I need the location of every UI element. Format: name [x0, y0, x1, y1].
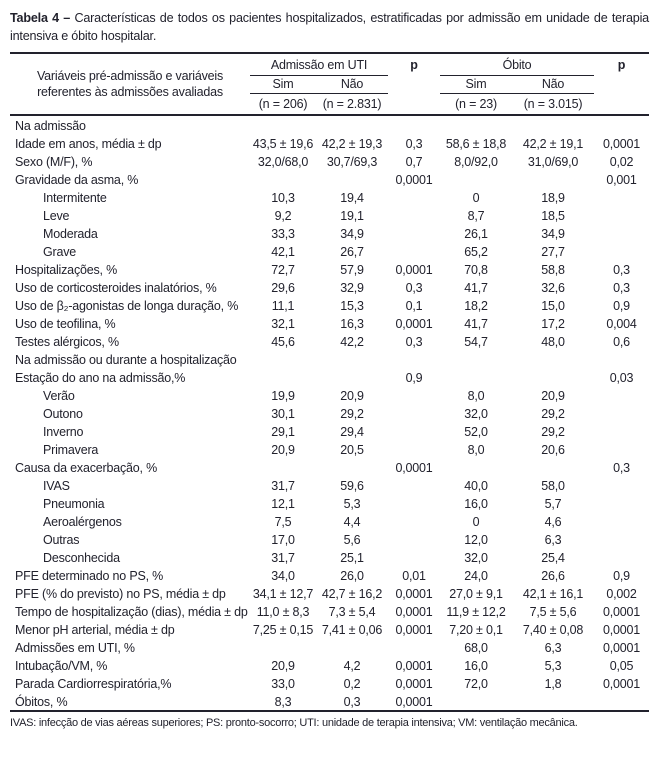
value-cell	[316, 458, 388, 476]
row-label: Causa da exacerbação, %	[15, 461, 158, 475]
p-value-cell	[388, 242, 440, 260]
p-value-cell: 0,0001	[395, 587, 433, 601]
p-value-cell: 0,7	[405, 155, 423, 169]
value-cell: 15,3	[340, 299, 364, 313]
table-body	[10, 115, 649, 711]
value-cell: 20,5	[340, 443, 364, 457]
value-cell: 31,7	[271, 479, 295, 493]
value-cell	[440, 692, 512, 711]
row-label: Hospitalizações, %	[15, 263, 118, 277]
value-cell: 68,0	[464, 641, 488, 655]
table-row	[10, 260, 649, 278]
p-value-cell	[594, 440, 649, 458]
value-cell: 5,3	[343, 497, 361, 511]
p-value-cell: 0,0001	[395, 695, 433, 709]
value-cell: 30,1	[271, 407, 295, 421]
value-cell: 18,9	[541, 191, 565, 205]
row-label: Gravidade da asma, %	[15, 173, 139, 187]
value-cell	[250, 115, 316, 134]
p-value-cell	[388, 115, 440, 134]
table-row	[10, 368, 649, 386]
value-cell: 32,6	[541, 281, 565, 295]
p-value-cell	[388, 476, 440, 494]
p-value-cell: 0,0001	[602, 677, 641, 691]
table-row	[10, 314, 649, 332]
table-row	[10, 296, 649, 314]
p-value-cell: 0,3	[405, 335, 423, 349]
row-label: Uso de teofilina, %	[15, 317, 116, 331]
obito-sim-n: (n = 23)	[440, 93, 512, 115]
p-value-cell	[388, 386, 440, 404]
p-value-cell	[594, 512, 649, 530]
value-cell: 45,6	[271, 335, 295, 349]
value-cell	[316, 638, 388, 656]
p-value-cell: 0,0001	[395, 461, 433, 475]
table-row	[10, 458, 649, 476]
value-cell: 11,0 ± 8,3	[256, 605, 310, 619]
value-cell: 42,1 ± 16,1	[522, 587, 584, 601]
value-cell	[512, 692, 594, 711]
row-label: Inverno	[43, 425, 84, 439]
value-cell: 6,3	[544, 533, 562, 547]
uti-sim-header: Sim	[250, 75, 316, 93]
value-cell: 41,7	[464, 281, 488, 295]
p-value-cell	[594, 692, 649, 711]
value-cell	[316, 115, 388, 134]
p-value-cell: 0,6	[613, 335, 630, 349]
row-label: Óbitos, %	[15, 695, 68, 709]
value-cell	[250, 350, 316, 368]
value-cell: 29,2	[340, 407, 364, 421]
row-label: Verão	[43, 389, 75, 403]
p-value-cell: 0,3	[613, 281, 630, 295]
value-cell	[512, 458, 594, 476]
p-value-cell: 0,0001	[395, 623, 433, 637]
value-cell: 58,6 ± 18,8	[445, 137, 507, 151]
p-value-cell: 0,0001	[395, 605, 433, 619]
obito-nao-n: (n = 3.015)	[512, 93, 594, 115]
value-cell: 25,4	[541, 551, 565, 565]
table-row	[10, 134, 649, 152]
value-cell: 9,2	[274, 209, 292, 223]
p-value-cell	[594, 206, 649, 224]
value-cell: 20,9	[271, 659, 295, 673]
table-row	[10, 584, 649, 602]
p-value-cell: 0,01	[402, 569, 426, 583]
value-cell: 34,0	[271, 569, 295, 583]
obito-group-header: Óbito	[440, 53, 594, 75]
p-value-cell: 0,9	[613, 569, 630, 583]
value-cell: 7,41 ± 0,06	[321, 623, 383, 637]
value-cell: 0,3	[343, 695, 361, 709]
table-row	[10, 332, 649, 350]
value-cell: 29,2	[541, 407, 565, 421]
row-label: Outras	[43, 533, 80, 547]
p-value-cell: 0,002	[606, 587, 637, 601]
value-cell: 29,4	[340, 425, 364, 439]
patients-characteristics-table	[10, 52, 649, 712]
value-cell: 25,1	[340, 551, 364, 565]
value-cell: 20,6	[541, 443, 565, 457]
value-cell: 16,0	[464, 497, 488, 511]
value-cell: 16,0	[464, 659, 488, 673]
table-row	[10, 656, 649, 674]
value-cell: 4,6	[544, 515, 562, 529]
table-row	[10, 206, 649, 224]
value-cell: 30,7/69,3	[326, 155, 378, 169]
uti-sim-n: (n = 206)	[250, 93, 316, 115]
row-label: Aeroalérgenos	[43, 515, 122, 529]
row-label: Uso de β₂-agonistas de longa duração, %	[15, 299, 239, 313]
row-label: PFE (% do previsto) no PS, média ± dp	[15, 587, 226, 601]
value-cell: 34,9	[340, 227, 364, 241]
value-cell: 20,9	[340, 389, 364, 403]
value-cell: 26,1	[464, 227, 488, 241]
value-cell: 70,8	[464, 263, 488, 277]
value-cell	[512, 350, 594, 368]
p-value-cell	[388, 512, 440, 530]
value-cell: 26,7	[340, 245, 364, 259]
value-cell: 19,4	[340, 191, 364, 205]
table-row	[10, 638, 649, 656]
value-cell: 17,2	[541, 317, 565, 331]
value-cell: 42,7 ± 16,2	[321, 587, 383, 601]
value-cell: 40,0	[464, 479, 488, 493]
row-label: Pneumonia	[43, 497, 105, 511]
value-cell	[440, 368, 512, 386]
value-cell: 10,3	[271, 191, 295, 205]
value-cell: 7,5	[274, 515, 292, 529]
p-value-cell	[594, 476, 649, 494]
value-cell: 7,20 ± 0,1	[449, 623, 503, 637]
p-value-cell	[594, 386, 649, 404]
p-value-cell: 0,0001	[602, 623, 641, 637]
p-value-cell	[388, 422, 440, 440]
p-value-cell: 0,02	[609, 155, 634, 169]
value-cell: 52,0	[464, 425, 488, 439]
value-cell: 19,9	[271, 389, 295, 403]
table-row	[10, 422, 649, 440]
table-row	[10, 170, 649, 188]
value-cell: 20,9	[541, 389, 565, 403]
p-value-cell: 0,9	[405, 371, 423, 385]
p-value-cell: 0,0001	[395, 173, 433, 187]
value-cell	[250, 368, 316, 386]
table-row	[10, 620, 649, 638]
value-cell: 32,0/68,0	[257, 155, 309, 169]
obito-nao-header: Não	[512, 75, 594, 93]
p-value-cell	[388, 548, 440, 566]
value-cell: 27,7	[541, 245, 565, 259]
obito-sim-header: Sim	[440, 75, 512, 93]
p-value-cell	[388, 350, 440, 368]
value-cell: 27,0 ± 9,1	[449, 587, 503, 601]
value-cell: 58,8	[541, 263, 565, 277]
p-value-cell	[594, 548, 649, 566]
table-caption-body: Características de todos os pacientes hospitalizados, estratificadas por admissão em unidade de terapia intensiva e óbito hospitalar.	[10, 11, 649, 43]
p-value-cell: 0,0001	[395, 659, 433, 673]
value-cell	[250, 170, 316, 188]
table-row	[10, 242, 649, 260]
value-cell: 57,9	[340, 263, 364, 277]
row-label: Admissões em UTI, %	[15, 641, 135, 655]
value-cell	[440, 115, 512, 134]
row-label: Intermitente	[43, 191, 107, 205]
row-label: Tempo de hospitalização (dias), média ± dp	[15, 605, 248, 619]
p-value-header-obito: p	[594, 53, 649, 115]
p-value-cell: 0,0001	[395, 317, 433, 331]
row-label: Estação do ano na admissão,%	[15, 371, 186, 385]
table-row	[10, 224, 649, 242]
table-row	[10, 115, 649, 134]
value-cell: 29,1	[271, 425, 295, 439]
table-row	[10, 278, 649, 296]
table-row	[10, 188, 649, 206]
uti-nao-header: Não	[316, 75, 388, 93]
p-value-cell	[594, 115, 649, 134]
p-value-cell	[388, 404, 440, 422]
value-cell: 43,5 ± 19,6	[252, 137, 314, 151]
p-value-cell	[388, 188, 440, 206]
value-cell: 15,0	[541, 299, 565, 313]
value-cell: 33,3	[271, 227, 295, 241]
p-value-cell: 0,3	[405, 281, 423, 295]
value-cell: 5,6	[343, 533, 361, 547]
table-row	[10, 548, 649, 566]
p-value-cell	[594, 224, 649, 242]
p-value-cell: 0,0001	[602, 137, 641, 151]
row-label: Moderada	[43, 227, 98, 241]
value-cell: 20,9	[271, 443, 295, 457]
value-cell	[316, 350, 388, 368]
p-value-cell	[388, 206, 440, 224]
value-cell: 34,9	[541, 227, 565, 241]
value-cell: 31,7	[271, 551, 295, 565]
row-label: Intubação/VM, %	[15, 659, 108, 673]
value-cell: 5,3	[544, 659, 562, 673]
p-value-cell	[594, 350, 649, 368]
value-cell: 12,1	[271, 497, 295, 511]
row-label: Uso de corticosteroides inalatórios, %	[15, 281, 217, 295]
value-cell: 8,0	[467, 389, 485, 403]
p-value-cell: 0,001	[606, 173, 637, 187]
table-row	[10, 152, 649, 170]
value-cell	[512, 368, 594, 386]
table-row	[10, 494, 649, 512]
value-cell: 34,1 ± 12,7	[252, 587, 314, 601]
row-label: IVAS	[43, 479, 70, 493]
value-cell	[440, 170, 512, 188]
uti-group-header: Admissão em UTI	[250, 53, 388, 75]
value-cell: 31,0/69,0	[527, 155, 579, 169]
value-cell: 18,2	[464, 299, 488, 313]
row-label: Testes alérgicos, %	[15, 335, 119, 349]
value-cell: 29,6	[271, 281, 295, 295]
value-cell: 16,3	[340, 317, 364, 331]
table-caption	[10, 9, 649, 45]
value-cell: 0	[472, 515, 480, 529]
value-cell: 8,0/92,0	[454, 155, 498, 169]
value-cell: 1,8	[544, 677, 562, 691]
table-row	[10, 404, 649, 422]
value-cell: 11,9 ± 12,2	[446, 605, 506, 619]
row-label: PFE determinado no PS, %	[15, 569, 164, 583]
p-value-cell: 0,0001	[602, 641, 641, 655]
value-cell: 19,1	[340, 209, 364, 223]
row-label: Idade em anos, média ± dp	[15, 137, 162, 151]
value-cell: 8,0	[467, 443, 485, 457]
row-label: Na admissão	[15, 119, 86, 133]
table-row	[10, 602, 649, 620]
p-value-cell: 0,0001	[395, 263, 433, 277]
table-footnote: IVAS: infecção de vias aéreas superiores; PS: pronto-socorro; UTI: unidade de terapia intensiva; VM: ventilação mecânica.	[10, 717, 578, 729]
value-cell	[316, 368, 388, 386]
table-row	[10, 512, 649, 530]
value-cell	[440, 458, 512, 476]
value-cell: 24,0	[464, 569, 488, 583]
p-value-cell: 0,3	[405, 137, 423, 151]
value-cell: 0,2	[343, 677, 361, 691]
row-label: Desconhecida	[43, 551, 120, 565]
table-row	[10, 692, 649, 711]
row-label: Na admissão ou durante a hospitalização	[15, 353, 237, 367]
p-value-cell	[388, 494, 440, 512]
row-label: Grave	[43, 245, 77, 259]
p-value-cell	[594, 242, 649, 260]
row-label: Sexo (M/F), %	[15, 155, 93, 169]
table-header	[10, 53, 649, 115]
value-cell: 32,1	[271, 317, 295, 331]
value-cell: 0	[472, 191, 480, 205]
p-value-cell: 0,004	[606, 317, 637, 331]
p-value-cell: 0,9	[613, 299, 630, 313]
value-cell: 58,0	[541, 479, 565, 493]
value-cell: 59,6	[340, 479, 364, 493]
value-cell: 54,7	[464, 335, 488, 349]
value-cell: 4,2	[343, 659, 361, 673]
value-cell: 33,0	[271, 677, 295, 691]
value-cell: 65,2	[464, 245, 488, 259]
p-value-cell	[388, 638, 440, 656]
table-row	[10, 566, 649, 584]
value-cell: 17,0	[271, 533, 295, 547]
table-row	[10, 386, 649, 404]
value-cell: 11,1	[271, 299, 295, 313]
p-value-cell: 0,05	[609, 659, 634, 673]
value-cell	[512, 170, 594, 188]
value-cell	[316, 170, 388, 188]
value-cell: 6,3	[544, 641, 562, 655]
value-cell: 32,0	[464, 407, 488, 421]
value-cell: 32,0	[464, 551, 488, 565]
value-cell	[440, 350, 512, 368]
value-cell: 72,0	[464, 677, 488, 691]
p-value-cell	[388, 530, 440, 548]
table-row	[10, 476, 649, 494]
value-cell: 42,1	[271, 245, 295, 259]
row-label: Parada Cardiorrespiratória,%	[15, 677, 172, 691]
value-cell: 8,3	[274, 695, 292, 709]
value-cell: 7,5 ± 5,6	[529, 605, 577, 619]
value-cell	[250, 638, 316, 656]
p-value-cell: 0,0001	[395, 677, 433, 691]
row-label: Leve	[43, 209, 70, 223]
p-value-cell	[594, 188, 649, 206]
value-cell: 4,4	[343, 515, 361, 529]
p-value-cell: 0,3	[613, 461, 630, 475]
variables-column-header: Variáveis pré-admissão e variáveis referentes às admissões avaliadas	[10, 53, 250, 115]
p-value-cell: 0,3	[613, 263, 630, 277]
row-label: Primavera	[43, 443, 99, 457]
value-cell: 26,6	[541, 569, 565, 583]
value-cell: 7,40 ± 0,08	[522, 623, 584, 637]
row-label: Menor pH arterial, média ± dp	[15, 623, 175, 637]
p-value-cell	[388, 440, 440, 458]
p-value-cell	[388, 224, 440, 242]
p-value-cell: 0,03	[609, 371, 634, 385]
value-cell: 41,7	[464, 317, 488, 331]
value-cell: 32,9	[340, 281, 364, 295]
p-value-cell	[594, 404, 649, 422]
value-cell: 29,2	[541, 425, 565, 439]
value-cell: 26,0	[340, 569, 364, 583]
uti-nao-n: (n = 2.831)	[316, 93, 388, 115]
p-value-cell: 0,0001	[602, 605, 641, 619]
table-row	[10, 674, 649, 692]
value-cell: 7,25 ± 0,15	[252, 623, 314, 637]
p-value-cell	[594, 422, 649, 440]
value-cell: 5,7	[544, 497, 562, 511]
table-row	[10, 440, 649, 458]
value-cell	[512, 115, 594, 134]
value-cell: 8,7	[467, 209, 485, 223]
value-cell: 18,5	[541, 209, 565, 223]
p-value-cell: 0,1	[405, 299, 423, 313]
p-value-cell	[594, 530, 649, 548]
value-cell: 42,2 ± 19,1	[522, 137, 584, 151]
value-cell: 42,2	[340, 335, 364, 349]
table-row	[10, 530, 649, 548]
value-cell	[250, 458, 316, 476]
value-cell: 12,0	[464, 533, 488, 547]
table-row	[10, 350, 649, 368]
p-value-header-uti: p	[388, 53, 440, 115]
row-label: Outono	[43, 407, 83, 421]
value-cell: 7,3 ± 5,4	[328, 605, 376, 619]
value-cell: 42,2 ± 19,3	[321, 137, 383, 151]
table-caption-number: Tabela 4 –	[10, 11, 71, 25]
value-cell: 72,7	[271, 263, 295, 277]
p-value-cell	[594, 494, 649, 512]
value-cell: 48,0	[541, 335, 565, 349]
